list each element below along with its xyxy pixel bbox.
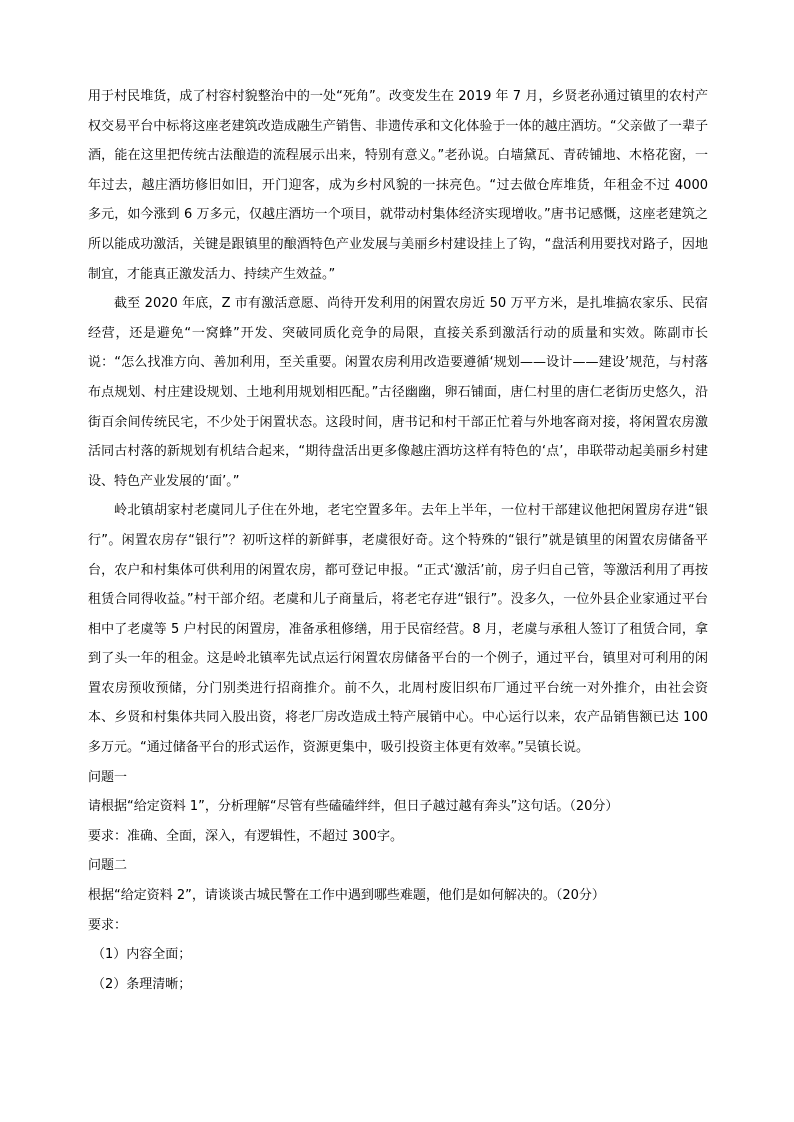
- document-page: [88, 82, 708, 999]
- material-paragraph-3: 岭北镇胡家村老虞同儿子住在外地，老宅空置多年。去年上半年，一位村干部建议他把闲置房存进“银行”。闲置农房存“银行”？初听这样的新鲜事，老虞很好奇。这个特殊的“银行”就是镇里的闲置农房储备平台，农户和村集体可供利用的闲置农房，都可登记申报。“正式‘激活’前，房子归自己管，等激活利用了再按租赁合同得收益。”村干部介绍。老虞和儿子商量后，将老宅存进“银行”。没多久，一位外县企业家通过平台相中了老虞等 5 户村民的闲置房，准备承租修缮，用于民宿经营。8 月，老虞与承租人签订了租赁合同，拿到了头一年的租金。这是岭北镇率先试点运行闲置农房储备平台的一个例子，通过平台，镇里对可利用的闲置农房预收预储，分门别类进行招商推介。前不久，北周村废旧织布厂通过平台统一对外推介，由社会资本、乡贤和村集体共同入股出资，将老厂房改造成土特产展销中心。中心运行以来，农产品销售额已达 100 多万元。“通过储备平台的形式运作，资源更集中，吸引投资主体更有效率。”吴镇长说。: [88, 503, 708, 756]
- question-1-requirement: 要求：准确、全面，深入，有逻辑性，不超过 300字。: [88, 828, 403, 844]
- question-2-requirement: 要求：: [88, 917, 128, 933]
- question-2-requirement-item-1: （1）内容全面；: [92, 947, 192, 963]
- question-2-prompt: 根据“给定资料 2”，请谈谈古城民警在工作中遇到哪些难题，他们是如何解决的。（20分）: [88, 888, 605, 904]
- question-2-title: 问题二: [88, 858, 128, 874]
- question-1: [88, 763, 708, 852]
- question-1-prompt: 请根据“给定资料 1”，分析理解“尽管有些磕磕绊绊，但日子越过越有奔头”这句话。（20分）: [88, 799, 619, 815]
- material-paragraph-1: 用于村民堆货，成了村容村貌整治中的一处“死角”。改变发生在 2019 年 7 月，乡贤老孙通过镇里的农村产权交易平台中标将这座老建筑改造成融生产销售、非遗传承和文化体验于一体的越庄酒坊。“父亲做了一辈子酒，能在这里把传统古法酿造的流程展示出来，特别有意义。”老孙说。白墙黛瓦、青砖铺地、木格花窗，一年过去，越庄酒坊修旧如旧，开门迎客，成为乡村风貌的一抹亮色。“过去做仓库堆货，年租金不过 4000 多元，如今涨到 6 万多元，仅越庄酒坊一个项目，就带动村集体经济实现增收。”唐书记感慨，这座老建筑之所以能成功激活，关键是跟镇里的酿酒特色产业发展与美丽乡村建设挂上了钩，“盘活利用要找对路子，因地制宜，才能真正激发活力、持续产生效益。”: [88, 89, 708, 282]
- question-2-requirement-item-2: （2）条理清晰；: [92, 976, 192, 992]
- question-2: [88, 851, 708, 999]
- question-1-title: 问题一: [88, 769, 128, 785]
- material-paragraph-2: 截至 2020 年底，Z 市有激活意愿、尚待开发利用的闲置农房近 50 万平方米，是扎堆搞农家乐、民宿经营，还是避免“一窝蜂”开发、突破同质化竞争的局限，直接关系到激活行动的质量和实效。陈副市长说：“怎么找准方向、善加利用，至关重要。闲置农房利用改造要遵循‘规划——设计——建设’规范，与村落布点规划、村庄建设规划、土地利用规划相匹配。”古径幽幽，卵石铺面，唐仁村里的唐仁老街历史悠久，沿街百余间传统民宅，不少处于闲置状态。这段时间，唐书记和村干部正忙着与外地客商对接，将闲置农房激活同古村落的新规划有机结合起来，“期待盘活出更多像越庄酒坊这样有特色的‘点’，串联带动起美丽乡村建设、特色产业发展的‘面’。”: [88, 296, 708, 489]
